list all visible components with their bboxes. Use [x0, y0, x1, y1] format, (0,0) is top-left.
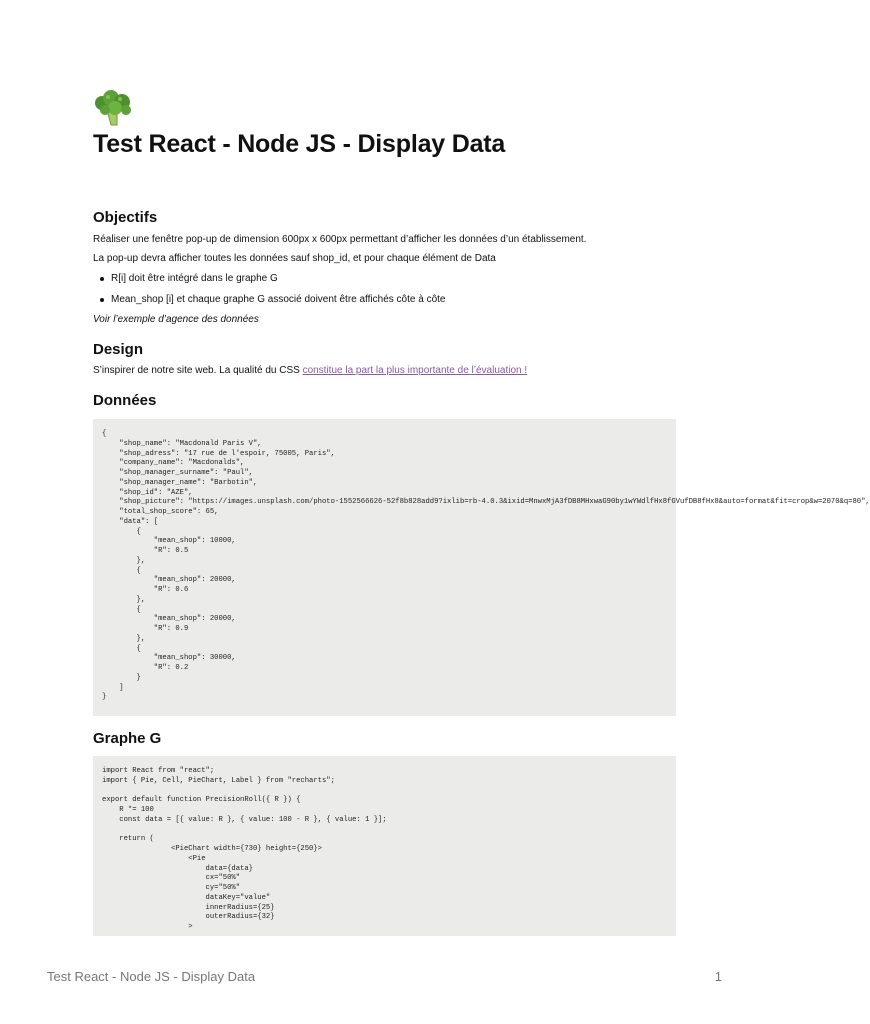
section-heading-graphe: Graphe G	[93, 730, 162, 747]
design-text: S’inspirer de notre site web. La qualité du CSS	[93, 365, 303, 376]
objectifs-paragraph-2: La pop-up devra afficher toutes les données sauf shop_id, et pour chaque élément de Data	[93, 253, 496, 264]
page-number: 1	[714, 969, 722, 984]
code-text-donnees: { "shop_name": "Macdonald Paris V", "shop_adress": "17 rue de l'espoir, 75005, Paris", "company_name": "Macdonalds", "shop_manager_surname": "Paul", "shop_manager_name": "Barbotin", "shop_id": "AZE", "shop_picture": "https://images.unsplash.com/photo-1552566626-52f8b828add9?ixlib=rb-4.0.3&ixid=MnwxMjA3fDB8MHxwaG90by1wYWdlfHx8fGVufDB8fHx8&auto=format&fit=crop&w=2070&q=80", "total_shop_score": 65, "data": [ { "mean_shop": 10000, "R": 0.5 }, { "mean_shop": 20000, "R": 0.6 }, { "mean_shop": 20000, "R": 0.9 }, { "mean_shop": 30000, "R": 0.2 } ] }	[102, 430, 870, 702]
footer-title: Test React - Node JS - Display Data	[47, 969, 256, 984]
list-item-text: Mean_shop [i] et chaque graphe G associé doivent être affichés côte à côte	[111, 294, 446, 305]
code-text-graphe: import React from "react"; import { Pie, Cell, PieChart, Label } from "recharts"; export default function PrecisionRoll({ R }) { R *= 100 const data = [{ value: R }, { value: 100 - R }, { value: 1 }]; return ( <PieChart width={730} height={250}> <Pie data={data} cx="50%" cy="50%" dataKey="value" innerRadius={25} outerRadius={32} >	[102, 767, 387, 931]
list-item-text: R[i] doit être intégré dans le graphe G	[111, 273, 278, 284]
code-block-graphe	[93, 756, 676, 936]
evaluation-link[interactable]: constitue la part la plus importante de l’évaluation !	[302, 365, 528, 376]
section-heading-design: Design	[93, 341, 144, 358]
broccoli-icon	[93, 90, 133, 126]
bullet-dot	[100, 277, 104, 281]
design-paragraph	[93, 364, 527, 377]
objectifs-note: Voir l’exemple d’agence des données	[93, 314, 259, 325]
section-heading-donnees: Données	[93, 392, 157, 409]
section-heading-objectifs: Objectifs	[93, 209, 158, 226]
code-block-donnees	[93, 419, 870, 716]
document-title: Test React - Node JS - Display Data	[93, 130, 506, 158]
bullet-dot	[100, 298, 104, 302]
objectifs-paragraph-1: Réaliser une fenêtre pop-up de dimension 600px x 600px permettant d’afficher les données d’un établissement.	[93, 234, 587, 245]
